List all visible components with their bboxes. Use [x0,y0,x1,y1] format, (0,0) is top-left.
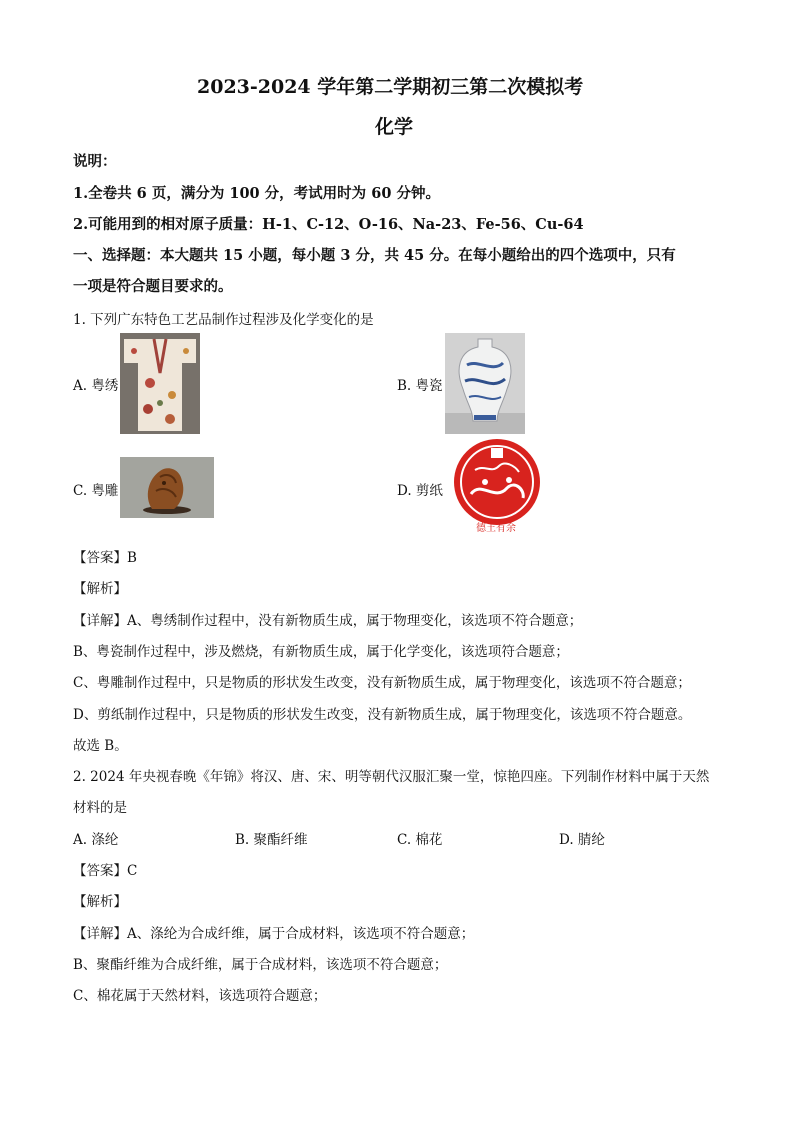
q2-detail-line: 【详解】A、涤纶为合成纤维，属于合成材料，该选项不符合题意； [73,926,475,942]
q2-stem-line-2: 材料的是 [73,800,127,816]
q1-option-a: A. 粤绣 [73,378,119,394]
q1-option-c: C. 粤雕 [73,483,119,499]
section-heading-line-2: 一项是符合题目要求的。 [73,278,233,295]
subject-title: 化学 [375,116,414,138]
q2-option-c: C. 棉花 [397,832,443,848]
q1-detail-line: C、粤雕制作过程中，只是物质的形状发生改变，没有新物质生成，属于物理变化，该选项不符合题意； [73,675,691,691]
q1-detail-line: 故选 B。 [73,738,128,754]
q1-option-d: D. 剪纸 [397,483,443,499]
papercut-caption: 德王有余 [476,523,516,534]
q2-answer: 【答案】C [73,863,138,879]
q1-detail-line: D、剪纸制作过程中，只是物质的形状发生改变，没有新物质生成，属于物理变化，该选项不符合题意。 [73,707,692,723]
q2-stem-line-1: 2. 2024 年央视春晚《年锦》将汉、唐、宋、明等朝代汉服汇聚一堂，惊艳四座。下列制作材料中属于天然 [73,769,710,785]
exam-title: 2023-2024 学年第二学期初三第二次模拟考 [197,76,584,98]
q2-option-a: A. 涤纶 [73,832,119,848]
q1-detail-line: B、粤瓷制作过程中，涉及燃烧，有新物质生成，属于化学变化，该选项符合题意； [73,644,569,660]
q2-analysis-label: 【解析】 [73,894,127,910]
q2-detail-line: C、棉花属于天然材料，该选项符合题意； [73,988,327,1004]
q2-option-d: D. 腈纶 [559,832,605,848]
instructions-label: 说明： [73,153,117,170]
q1-answer: 【答案】B [73,550,137,566]
q2-option-b: B. 聚酯纤维 [235,832,308,848]
wood-carving-image [120,457,214,518]
q1-analysis-label: 【解析】 [73,581,127,597]
section-heading-line-1: 一、选择题：本大题共 15 小题，每小题 3 分，共 45 分。在每小题给出的四个选项中，只有 [73,247,676,264]
q1-option-b: B. 粤瓷 [397,378,443,394]
q1-detail-line: 【详解】A、粤绣制作过程中，没有新物质生成，属于物理变化，该选项不符合题意； [73,613,583,629]
instructions-line-1: 1.全卷共 6 页，满分为 100 分，考试用时为 60 分钟。 [73,185,440,202]
kimono-embroidery-image [120,333,200,434]
porcelain-vase-image [445,333,525,434]
instructions-line-2: 2.可能用到的相对原子质量：H-1、C-12、O-16、Na-23、Fe-56、Cu-64 [73,216,584,233]
q1-stem: 1. 下列广东特色工艺品制作过程涉及化学变化的是 [73,312,374,328]
q2-detail-line: B、聚酯纤维为合成纤维，属于合成材料，该选项不符合题意； [73,957,448,973]
papercut-image [445,436,549,538]
